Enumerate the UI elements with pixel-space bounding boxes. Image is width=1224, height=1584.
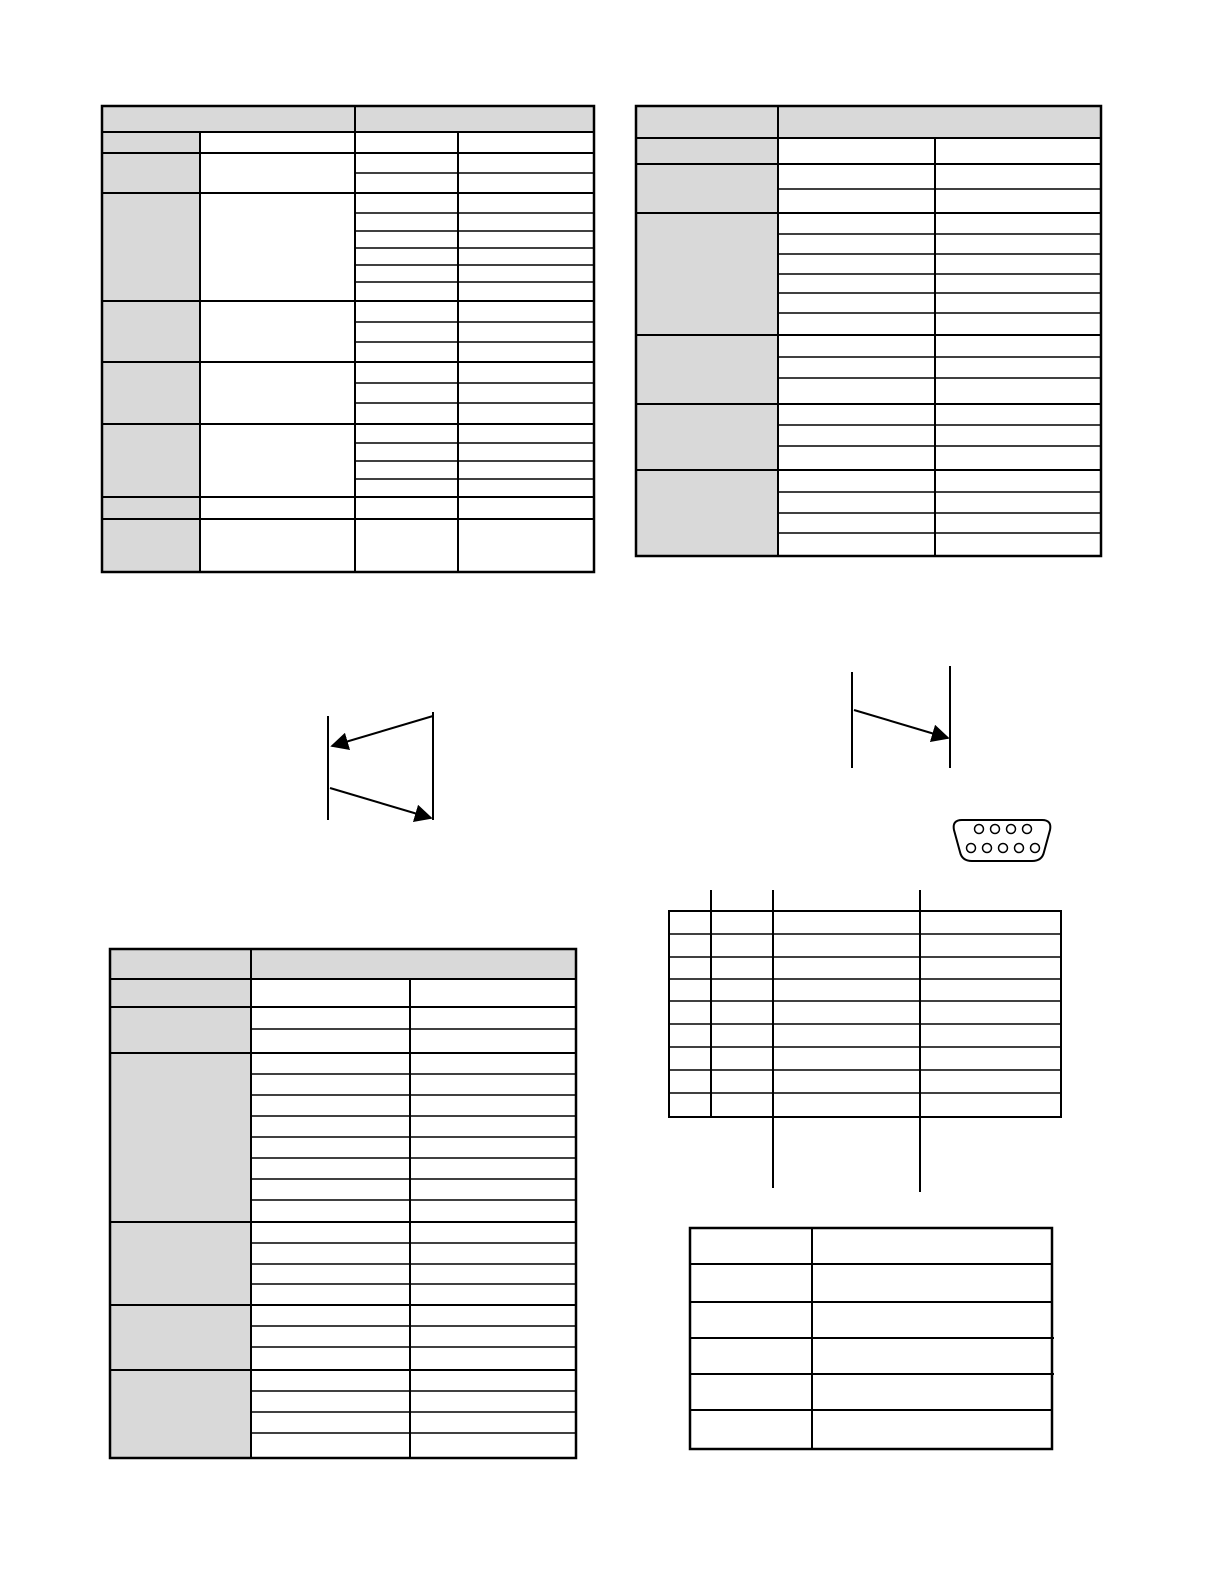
table-top-left <box>102 106 594 572</box>
table-top-right <box>636 106 1101 556</box>
table-top-left-shading <box>102 106 594 572</box>
table-bottom-left <box>110 949 576 1458</box>
table-bottom-right <box>690 1228 1054 1449</box>
pin-table <box>669 890 1061 1192</box>
arrow-to-right <box>330 788 431 818</box>
table-top-right-shading <box>636 106 1101 556</box>
arrow-to-left <box>332 716 433 746</box>
table-bottom-left-shading <box>110 949 576 1458</box>
signal-diagram-left <box>328 712 433 820</box>
signal-diagram-right <box>852 666 950 768</box>
db9-connector-icon <box>954 820 1051 861</box>
arrow-to-right <box>854 710 948 738</box>
